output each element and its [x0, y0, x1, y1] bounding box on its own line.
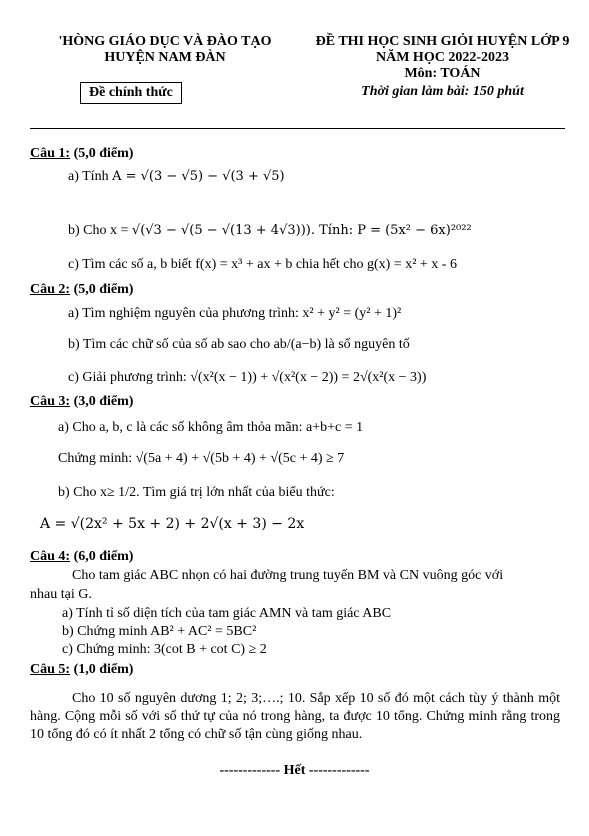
- q3-a: a) Cho a, b, c là các số không âm thỏa mãn: a+b+c = 1: [58, 420, 364, 435]
- q2-title: Câu 2:: [30, 282, 71, 297]
- q5-title: Câu 5:: [30, 662, 71, 677]
- header-divider: [30, 128, 565, 129]
- q4-points: (6,0 điểm): [73, 549, 134, 564]
- q1-a: [68, 168, 285, 185]
- district-name: HUYỆN NAM ĐÀN: [104, 50, 226, 65]
- q1-points: (5,0 điểm): [73, 146, 134, 161]
- q4-b: b) Chứng minh AB² + AC² = 5BC²: [62, 624, 257, 639]
- q1-a-text: a) Tính: [68, 169, 109, 184]
- department-name: 'HÒNG GIÁO DỤC VÀ ĐÀO TẠO: [58, 34, 272, 49]
- q1-b-math: √(√3 − √(5 − √(13 + 4√3))). Tính: P = (5x² − 6x)²⁰²²: [131, 223, 472, 238]
- q2-points: (5,0 điểm): [73, 282, 134, 297]
- subject: Môn: TOÁN: [404, 66, 481, 81]
- q5-points: (1,0 điểm): [73, 662, 134, 677]
- q3-points: (3,0 điểm): [73, 394, 134, 409]
- q4-title: Câu 4:: [30, 549, 71, 564]
- q2-a: a) Tìm nghiệm nguyên của phương trình: x² + y² = (y² + 1)²: [68, 306, 402, 321]
- q4-a: a) Tính tỉ số diện tích của tam giác AMN và tam giác ABC: [62, 606, 392, 621]
- q5-heading: [30, 662, 133, 678]
- q3-title: Câu 3:: [30, 394, 71, 409]
- q4-heading: [30, 549, 133, 565]
- q4-intro-2: nhau tại G.: [30, 587, 92, 602]
- q3-b: b) Cho x≥ 1/2. Tìm giá trị lớn nhất của biểu thức:: [58, 485, 335, 500]
- official-label: Đề chính thức: [80, 82, 182, 104]
- q2-heading: [30, 282, 133, 298]
- exam-title: ĐỀ THI HỌC SINH GIỎI HUYỆN LỚP 9: [315, 34, 570, 49]
- q1-a-math: A = √(3 − √5) − √(3 + √5): [112, 169, 285, 184]
- q4-intro-1: Cho tam giác ABC nhọn có hai đường trung tuyến BM và CN vuông góc với: [72, 568, 504, 583]
- q3-heading: [30, 394, 133, 410]
- q1-heading: [30, 146, 133, 162]
- q2-c: c) Giải phương trình: √(x²(x − 1)) + √(x²(x − 2)) = 2√(x²(x − 3)): [68, 370, 427, 385]
- school-year: NĂM HỌC 2022-2023: [376, 50, 509, 65]
- q1-c: c) Tìm các số a, b biết f(x) = x³ + ax + b chia hết cho g(x) = x² + x - 6: [68, 257, 457, 272]
- time-limit: Thời gian làm bài: 150 phút: [361, 84, 524, 99]
- q3-b-math: A = √(2x² + 5x + 2) + 2√(x + 3) − 2x: [40, 516, 305, 532]
- end-marker: ------------- Hết -------------: [219, 763, 370, 778]
- q2-b: b) Tìm các chữ số của số ab sao cho ab/(a−b) là số nguyên tố: [68, 337, 410, 352]
- q1-b-text: b) Cho x =: [68, 223, 129, 238]
- q5-body: Cho 10 số nguyên dương 1; 2; 3;….; 10. Sắp xếp 10 số đó một cách tùy ý thành một hàng. Cộng mỗi số với số thứ tự của nó trong hàng, ta được 10 tổng. Chứng minh rằng trong 10 tổng đó có ít nhất 2 tổng có chữ số tận cùng giống nhau.: [30, 691, 560, 742]
- q1-b: [68, 222, 472, 239]
- q3-a-prove: Chứng minh: √(5a + 4) + √(5b + 4) + √(5c + 4) ≥ 7: [58, 451, 345, 466]
- q4-c: c) Chứng minh: 3(cot B + cot C) ≥ 2: [62, 642, 267, 657]
- q1-title: Câu 1:: [30, 146, 71, 161]
